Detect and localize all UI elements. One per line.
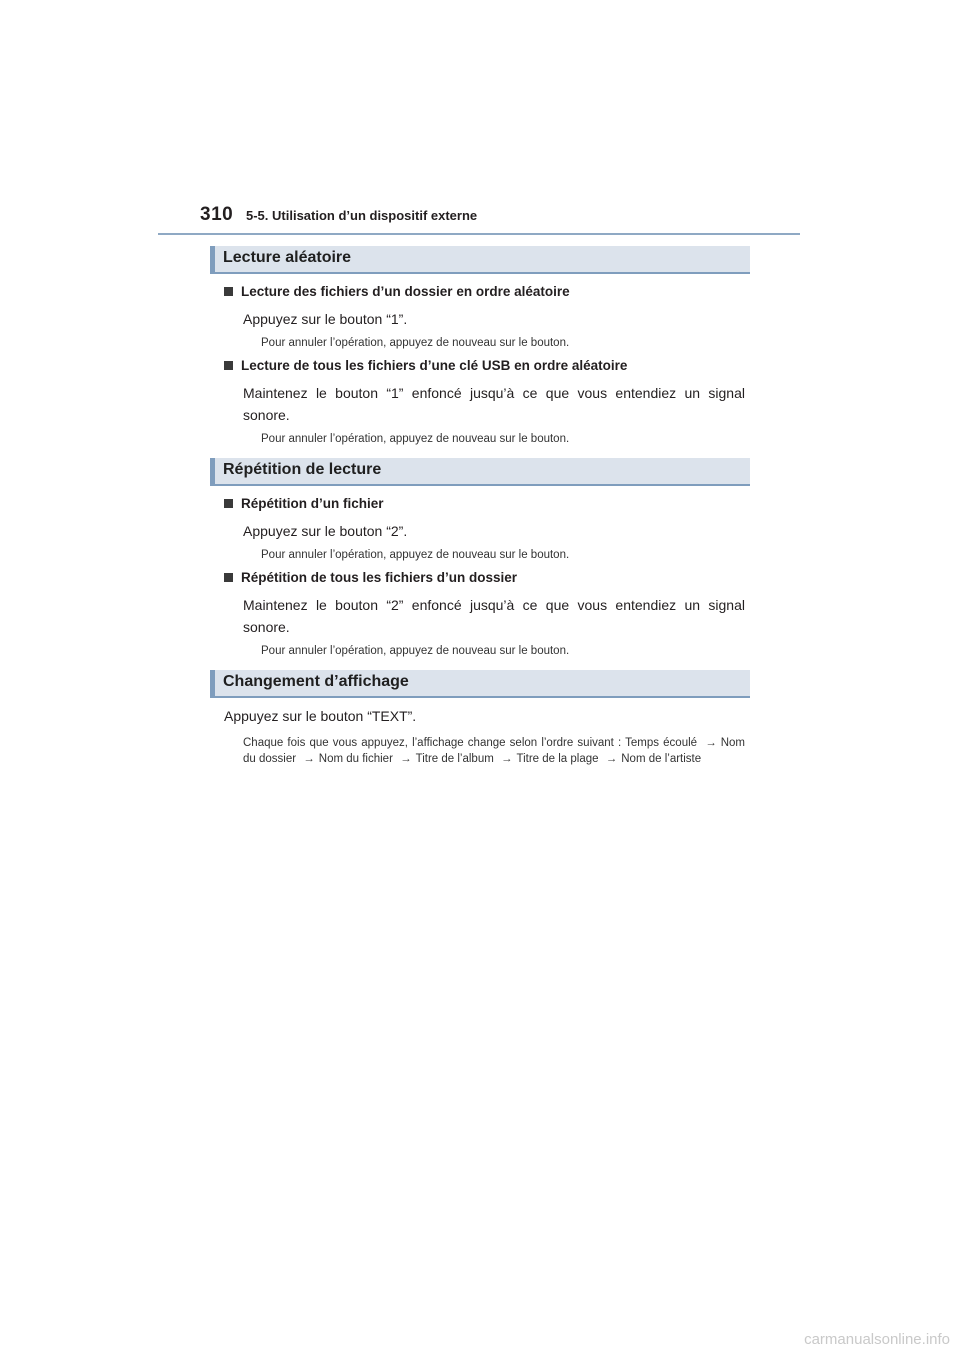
subheading-text: Répétition de tous les fichiers d’un dossier bbox=[241, 570, 518, 585]
arrow-icon: → bbox=[705, 737, 717, 749]
subheading-text: Lecture de tous les fichiers d’une clé USB en ordre aléatoire bbox=[241, 358, 628, 373]
arrow-icon: → bbox=[400, 753, 412, 765]
instruction-text: Appuyez sur le bouton “2”. bbox=[243, 523, 408, 539]
square-bullet-icon bbox=[224, 361, 233, 370]
instruction-text: Appuyez sur le bouton “1”. bbox=[243, 311, 408, 327]
square-bullet-icon bbox=[224, 573, 233, 582]
square-bullet-icon bbox=[224, 499, 233, 508]
subheading bbox=[224, 496, 384, 511]
subheading-text: Lecture des fichiers d’un dossier en ordre aléatoire bbox=[241, 284, 570, 299]
sequence-item: Titre de la plage bbox=[516, 753, 599, 765]
note-intro: Chaque fois que vous appuyez, l’affichage change selon l’ordre suivant : Temps écoulé bbox=[243, 737, 698, 749]
square-bullet-icon bbox=[224, 287, 233, 296]
arrow-icon: → bbox=[501, 753, 513, 765]
subheading bbox=[224, 358, 627, 373]
note-text: Pour annuler l’opération, appuyez de nouveau sur le bouton. bbox=[261, 433, 570, 445]
header-rule bbox=[158, 233, 800, 235]
page-header bbox=[200, 204, 800, 234]
section-heading-display bbox=[210, 670, 750, 698]
watermark: carmanualsonline.info bbox=[804, 1331, 950, 1348]
subheading bbox=[224, 570, 517, 585]
note-text: Pour annuler l’opération, appuyez de nouveau sur le bouton. bbox=[261, 337, 570, 349]
instruction-text: Maintenez le bouton “1” enfoncé jusqu’à ce que vous entendiez un signal sonore. bbox=[243, 385, 745, 423]
subheading bbox=[224, 284, 570, 299]
page-number: 310 bbox=[200, 204, 234, 225]
sequence-item: Titre de l’album bbox=[415, 753, 494, 765]
instruction-text: Appuyez sur le bouton “TEXT”. bbox=[224, 708, 417, 724]
section-heading-repeat bbox=[210, 458, 750, 486]
instruction-text: Maintenez le bouton “2” enfoncé jusqu’à ce que vous entendiez un signal sonore. bbox=[243, 597, 745, 635]
sequence-item: Nom du fichier bbox=[318, 753, 393, 765]
arrow-icon: → bbox=[303, 753, 315, 765]
section-title: Répétition de lecture bbox=[223, 461, 382, 478]
arrow-icon: → bbox=[605, 753, 618, 765]
chapter-title: 5-5. Utilisation d’un dispositif externe bbox=[246, 208, 478, 223]
display-sequence-note bbox=[243, 735, 745, 767]
section-title: Changement d’affichage bbox=[223, 673, 409, 690]
section-heading-random bbox=[210, 246, 750, 274]
note-text: Pour annuler l’opération, appuyez de nouveau sur le bouton. bbox=[261, 549, 570, 561]
sequence-item: Nom du dossier bbox=[243, 737, 745, 765]
section-title: Lecture aléatoire bbox=[223, 249, 352, 266]
subheading-text: Répétition d’un fichier bbox=[241, 496, 384, 511]
note-text: Pour annuler l’opération, appuyez de nouveau sur le bouton. bbox=[261, 645, 570, 657]
sequence-item: Nom de l’artiste bbox=[621, 753, 702, 765]
